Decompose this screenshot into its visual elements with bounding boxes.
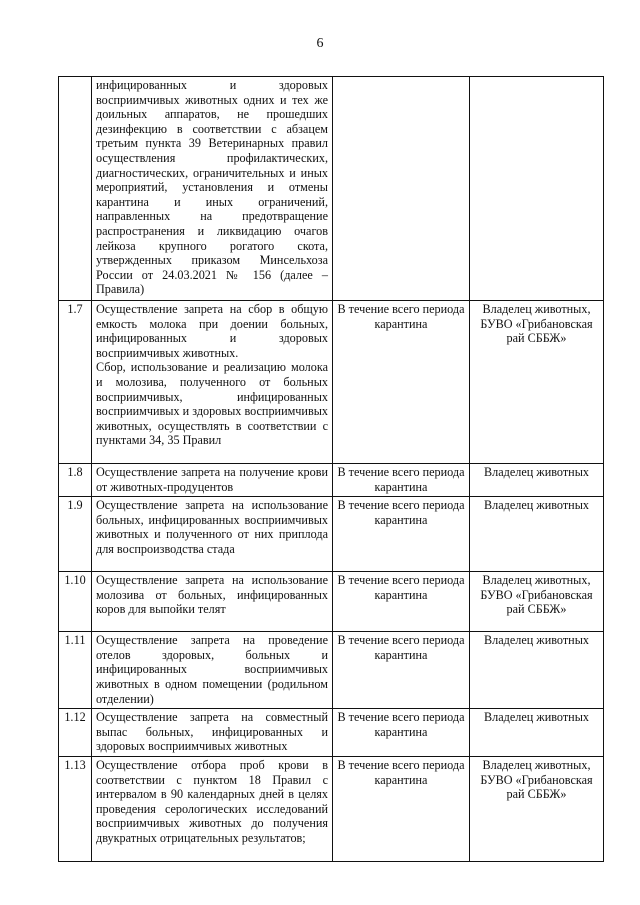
table-row: [59, 632, 604, 709]
page-number: 6: [316, 36, 324, 51]
row-responsible: Владелец животных, БУВО «Грибановская рай СББЖ»: [470, 572, 604, 632]
row-action: [92, 301, 333, 464]
action-paragraph: Осуществление запрета на совместный выпас больных, инфицированных и здоровых восприимчивых животных: [96, 710, 328, 754]
action-paragraph: Осуществление запрета на получение крови от животных-продуцентов: [96, 465, 328, 494]
row-responsible: Владелец животных: [470, 709, 604, 757]
action-paragraph: Осуществление запрета на проведение отелов здоровых, больных и инфицированных восприимчивых животных в одном помещении (родильном отделении): [96, 633, 328, 706]
table-row: [59, 572, 604, 632]
row-responsible: Владелец животных, БУВО «Грибановская рай СББЖ»: [470, 756, 604, 861]
row-term: В течение всего периода карантина: [333, 632, 470, 709]
row-action: [92, 464, 333, 497]
row-number: 1.13: [59, 756, 92, 861]
row-number: 1.8: [59, 464, 92, 497]
row-number: 1.10: [59, 572, 92, 632]
row-action: [92, 572, 333, 632]
row-number: 1.11: [59, 632, 92, 709]
row-number: 1.12: [59, 709, 92, 757]
action-paragraph: Сбор, использование и реализацию молока и молозива, полученного от больных восприимчивых, инфицированных восприимчивых и здоровых восприимчивых животных, осуществлять в соответствии с пунктами 34, 35 Правил: [96, 360, 328, 448]
row-responsible: [470, 77, 604, 301]
row-term: В течение всего периода карантина: [333, 301, 470, 464]
action-paragraph: Осуществление запрета на использование больных, инфицированных восприимчивых животных и полученного от них приплода для воспроизводства стада: [96, 498, 328, 556]
row-term: В течение всего периода карантина: [333, 464, 470, 497]
measures-table: [58, 76, 604, 862]
action-paragraph: Осуществление запрета на использование молозива от больных, инфицированных коров для выпойки телят: [96, 573, 328, 617]
row-action: [92, 632, 333, 709]
row-term: В течение всего периода карантина: [333, 497, 470, 572]
table-row: [59, 464, 604, 497]
table-row: [59, 709, 604, 757]
row-responsible: Владелец животных: [470, 632, 604, 709]
row-action: [92, 756, 333, 861]
table-row: [59, 77, 604, 301]
row-term: В течение всего периода карантина: [333, 709, 470, 757]
row-term: В течение всего периода карантина: [333, 572, 470, 632]
row-responsible: Владелец животных: [470, 464, 604, 497]
action-paragraph: Осуществление отбора проб крови в соответствии с пунктом 18 Правил с интервалом в 90 календарных дней в целях проведения серологических исследований восприимчивых животных до получения двукратных отрицательных результатов;: [96, 757, 328, 845]
row-term: [333, 77, 470, 301]
action-paragraph: Осуществление запрета на сбор в общую емкость молока при доении больных, инфицированных и здоровых восприимчивых животных.: [96, 302, 328, 360]
table-row: [59, 301, 604, 464]
row-action: [92, 709, 333, 757]
row-number: 1.9: [59, 497, 92, 572]
row-term: В течение всего периода карантина: [333, 756, 470, 861]
action-paragraph: инфицированных и здоровых восприимчивых животных одних и тех же доильных аппаратов, не прошедших дезинфекцию в соответствии с абзацем третьим пункта 39 Ветеринарных правил осуществления профилактических, диагностических, ограничительных и иных мероприятий, установления и отмены карантина и иных ограничений, направленных на предотвращение распространения и ликвидацию очагов лейкоза крупного рогатого скота, утвержденных приказом Минсельхоза России от 24.03.2021 № 156 (далее – Правила): [96, 78, 328, 297]
row-number: [59, 77, 92, 301]
table-row: [59, 756, 604, 861]
row-action: [92, 497, 333, 572]
row-action: [92, 77, 333, 301]
table-row: [59, 497, 604, 572]
row-responsible: Владелец животных, БУВО «Грибановская рай СББЖ»: [470, 301, 604, 464]
row-responsible: Владелец животных: [470, 497, 604, 572]
row-number: 1.7: [59, 301, 92, 464]
